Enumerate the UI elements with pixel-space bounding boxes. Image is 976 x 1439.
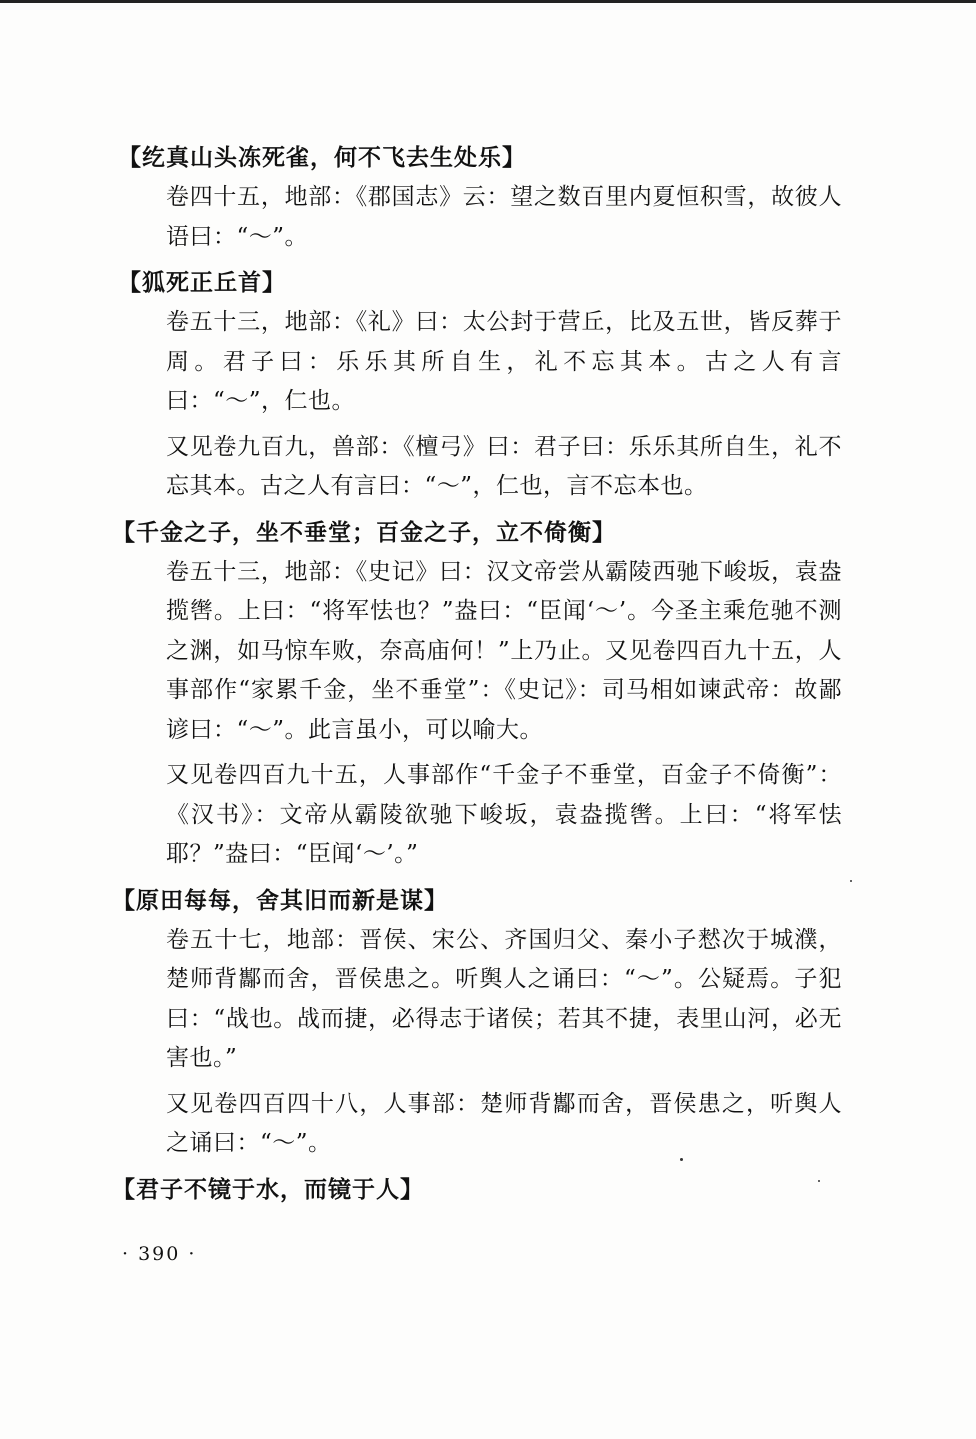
entry-paragraph: 又见卷四百四十八，人事部：楚师背酅而舍，晋侯患之，听舆人之诵曰：“～”。 — [166, 1090, 842, 1156]
scan-speck — [818, 1180, 820, 1182]
entry-1 — [112, 138, 842, 257]
entry-paragraph: 卷五十七，地部：晋侯、宋公、齐国归父、秦小子慭次于城濮，楚师背酅而舍，晋侯患之。听舆人之诵曰：“～”。公疑焉。子犯曰：“战也。战而捷，必得志于诸侯；若其不捷，表里山河，必无害也。” — [166, 926, 842, 1071]
entry-heading: 【原田每每，舍其旧而新是谋】 — [112, 887, 448, 914]
entry-paragraph: 卷四十五，地部：《郡国志》云：望之数百里内夏恒积雪，故彼人语曰：“～”。 — [166, 184, 842, 250]
entry-2 — [112, 263, 842, 507]
entry-heading: 【君子不镜于水，而镜于人】 — [112, 1176, 424, 1203]
scan-top-edge — [0, 0, 976, 3]
entry-heading: 【狐死正丘首】 — [118, 270, 286, 296]
scan-speck — [680, 1158, 683, 1161]
entry-paragraph: 又见卷九百九，兽部：《檀弓》曰：君子曰：乐乐其所自生，礼不忘其本。古之人有言曰：“～”，仁也，言不忘本也。 — [166, 433, 842, 499]
entry-paragraph: 卷五十三，地部：《史记》曰：汉文帝尝从霸陵西驰下峻坂，袁盎揽辔。上曰：“将军怯也？”盎曰：“臣闻‘～’。今圣主乘危驰不测之渊，如马惊车败，奈高庙何！”上乃止。又见卷四百九十五，人事部作“家累千金，坐不垂堂”：《史记》：司马相如谏武帝：故鄙谚曰：“～”。此言虽小，可以喻大。 — [166, 558, 842, 743]
entry-heading: 【千金之子，坐不垂堂；百金之子，立不倚衡】 — [112, 519, 616, 546]
entry-heading: 【纥真山头冻死雀，何不飞去生处乐】 — [118, 145, 526, 171]
entry-paragraph: 卷五十三，地部：《礼》曰：太公封于营丘，比及五世，皆反葬于周。君子曰：乐乐其所自生，礼不忘其本。古之人有言曰：“～”，仁也。 — [166, 309, 842, 414]
scan-speck — [850, 880, 852, 882]
entry-4 — [112, 881, 842, 1164]
entry-paragraph: 又见卷四百九十五，人事部作“千金子不垂堂，百金子不倚衡”：《汉书》：文帝从霸陵欲驰下峻坂，袁盎揽辔。上曰：“将军怯耶？”盎曰：“臣闻‘～’。” — [166, 762, 842, 867]
page-body — [112, 138, 842, 1210]
entry-5 — [112, 1170, 842, 1210]
entry-3 — [112, 513, 842, 875]
page-number: · 390 · — [122, 1243, 197, 1265]
